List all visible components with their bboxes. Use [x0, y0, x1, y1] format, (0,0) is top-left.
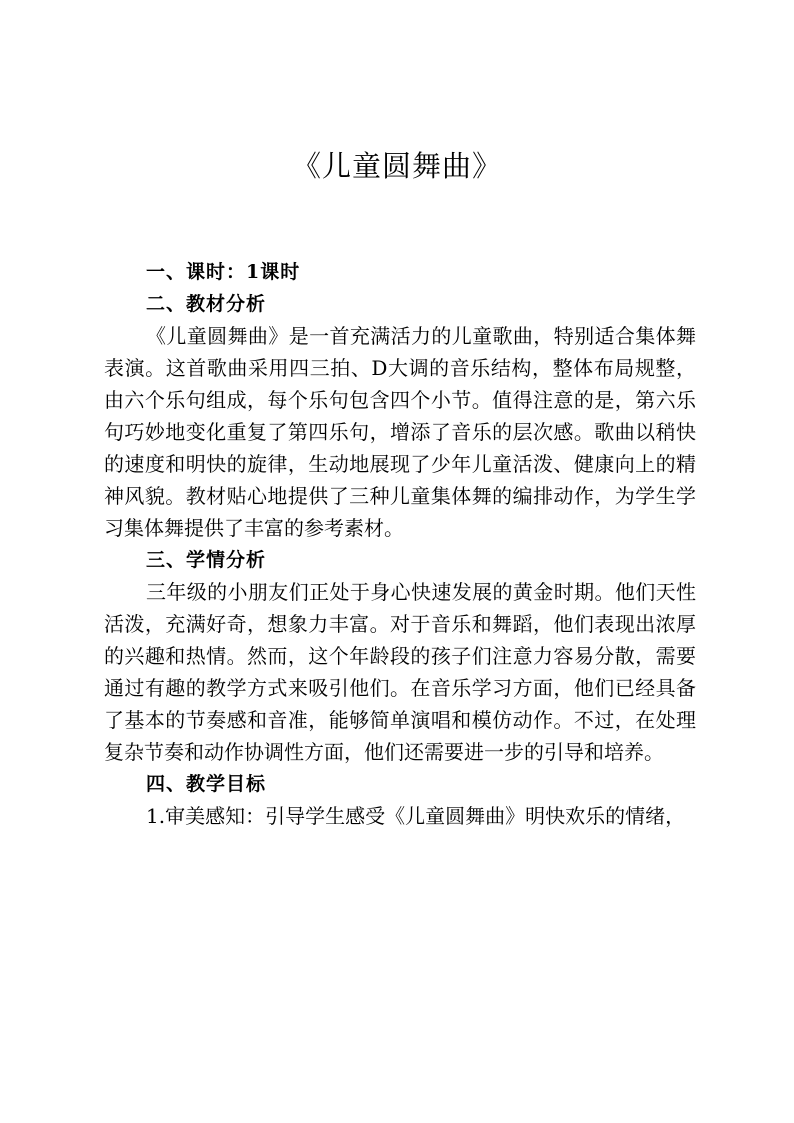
document-title: 《儿童圆舞曲》 — [291, 149, 502, 183]
section-heading-class-hours: 一、课时：1课时 — [146, 261, 301, 283]
paragraph-teaching-goals: 1.审美感知：引导学生感受《儿童圆舞曲》明快欢乐的情绪， — [146, 804, 686, 828]
section-heading-student-analysis: 三、学情分析 — [146, 549, 267, 571]
section-heading-material-analysis: 二、教材分析 — [146, 293, 267, 315]
section-heading-teaching-goals: 四、教学目标 — [146, 773, 267, 795]
document-body — [104, 256, 696, 832]
paragraph-material-analysis: 《儿童圆舞曲》是一首充满活力的儿童歌曲，特别适合集体舞表演。这首歌曲采用四三拍、D大调的音乐结构，整体布局规整，由六个乐句组成，每个乐句包含四个小节。值得注意的是，第六乐句巧妙地变化重复了第四乐句，增添了音乐的层次感。歌曲以稍快的速度和明快的旋律，生动地展现了少年儿童活泼、健康向上的精神风貌。教材贴心地提供了三种儿童集体舞的编排动作，为学生学习集体舞提供了丰富的参考素材。 — [104, 324, 696, 540]
paragraph-student-analysis: 三年级的小朋友们正处于身心快速发展的黄金时期。他们天性活泼，充满好奇，想象力丰富。对于音乐和舞蹈，他们表现出浓厚的兴趣和热情。然而，这个年龄段的孩子们注意力容易分散，需要通过有趣的教学方式来吸引他们。在音乐学习方面，他们已经具备了基本的节奏感和音准，能够简单演唱和模仿动作。不过，在处理复杂节奏和动作协调性方面，他们还需要进一步的引导和培养。 — [104, 580, 696, 764]
